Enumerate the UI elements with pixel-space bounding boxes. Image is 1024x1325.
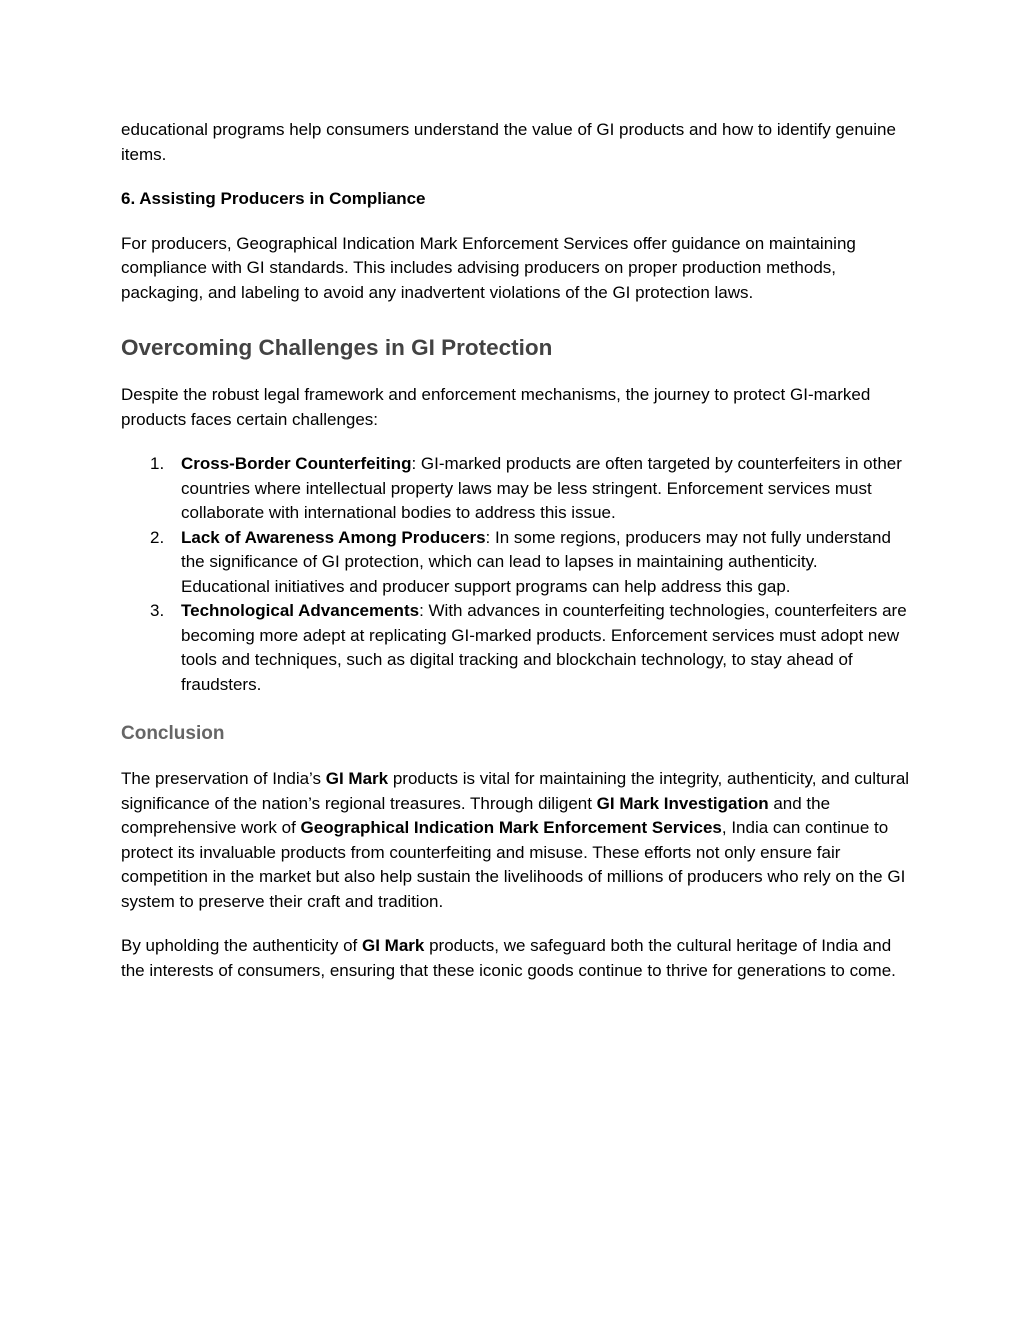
list-item-title: Cross-Border Counterfeiting — [181, 454, 412, 473]
text-run: The preservation of India’s — [121, 769, 326, 788]
conclusion-paragraph-1 — [121, 767, 911, 914]
list-item-text: : GI-marked products are often targeted by counterfeiters in other countries where intellectual property laws may be less stringent. Enforcement services must collaborate with international bodies to address this issue. — [181, 454, 902, 522]
challenges-list — [121, 452, 911, 697]
list-item — [121, 452, 911, 526]
list-item-title: Technological Advancements — [181, 601, 420, 620]
list-item-text: : In some regions, producers may not fully understand the significance of GI protection, which can lead to lapses in maintaining authenticity. Educational initiatives and producer support programs can help address this gap. — [181, 527, 891, 596]
list-item-text: : With advances in counterfeiting technologies, counterfeiters are becoming more adept at replicating GI-marked products. Enforcement services must adopt new tools and techniques, such as digital tracking and blockchain technology, to stay ahead of fraudsters. — [181, 601, 907, 694]
bold-run: GI Mark — [325, 769, 389, 788]
bold-run: Geographical Indication Mark Enforcement Services — [300, 818, 722, 837]
section-6-paragraph: For producers, Geographical Indication Mark Enforcement Services offer guidance on maintaining compliance with GI standards. This includes advising producers on proper production methods, packaging, and labeling to avoid any inadvertent violations of the GI protection laws. — [121, 233, 856, 302]
challenges-heading: Overcoming Challenges in GI Protection — [121, 335, 553, 360]
list-item-title: Lack of Awareness Among Producers — [181, 527, 486, 547]
text-run: , India can continue to protect its invaluable products from counterfeiting and misuse. These efforts not only ensure fair competition in the market but also help sustain the livelihoods of millions of producers who rely on the GI system to preserve their craft and tradition. — [121, 818, 906, 911]
conclusion-heading: Conclusion — [121, 723, 225, 744]
list-item-number: 2. — [150, 527, 165, 547]
bold-run: GI Mark — [362, 936, 425, 955]
conclusion-paragraph-2 — [121, 934, 911, 983]
list-item — [121, 599, 911, 697]
section-6-heading: 6. Assisting Producers in Compliance — [121, 189, 426, 208]
intro-paragraph: educational programs help consumers understand the value of GI products and how to identify genuine items. — [121, 120, 896, 164]
text-run: products is vital for maintaining the integrity, authenticity, and cultural significance of the nation’s regional treasures. Through diligent — [121, 769, 910, 813]
text-run: products, we safeguard both the cultural heritage of India and the interests of consumers, ensuring that these iconic goods continue to thrive for generations to come. — [121, 936, 896, 980]
list-item — [121, 526, 911, 600]
challenges-lead-paragraph: Despite the robust legal framework and enforcement mechanisms, the journey to protect GI-marked products faces certain challenges: — [121, 385, 871, 429]
list-item-number: 3. — [150, 601, 165, 620]
document-content — [121, 118, 911, 1003]
text-run: and the comprehensive work of — [121, 793, 831, 837]
bold-run: GI Mark Investigation — [596, 793, 769, 813]
text-run: By upholding the authenticity of — [121, 936, 362, 955]
list-item-number: 1. — [150, 454, 165, 473]
